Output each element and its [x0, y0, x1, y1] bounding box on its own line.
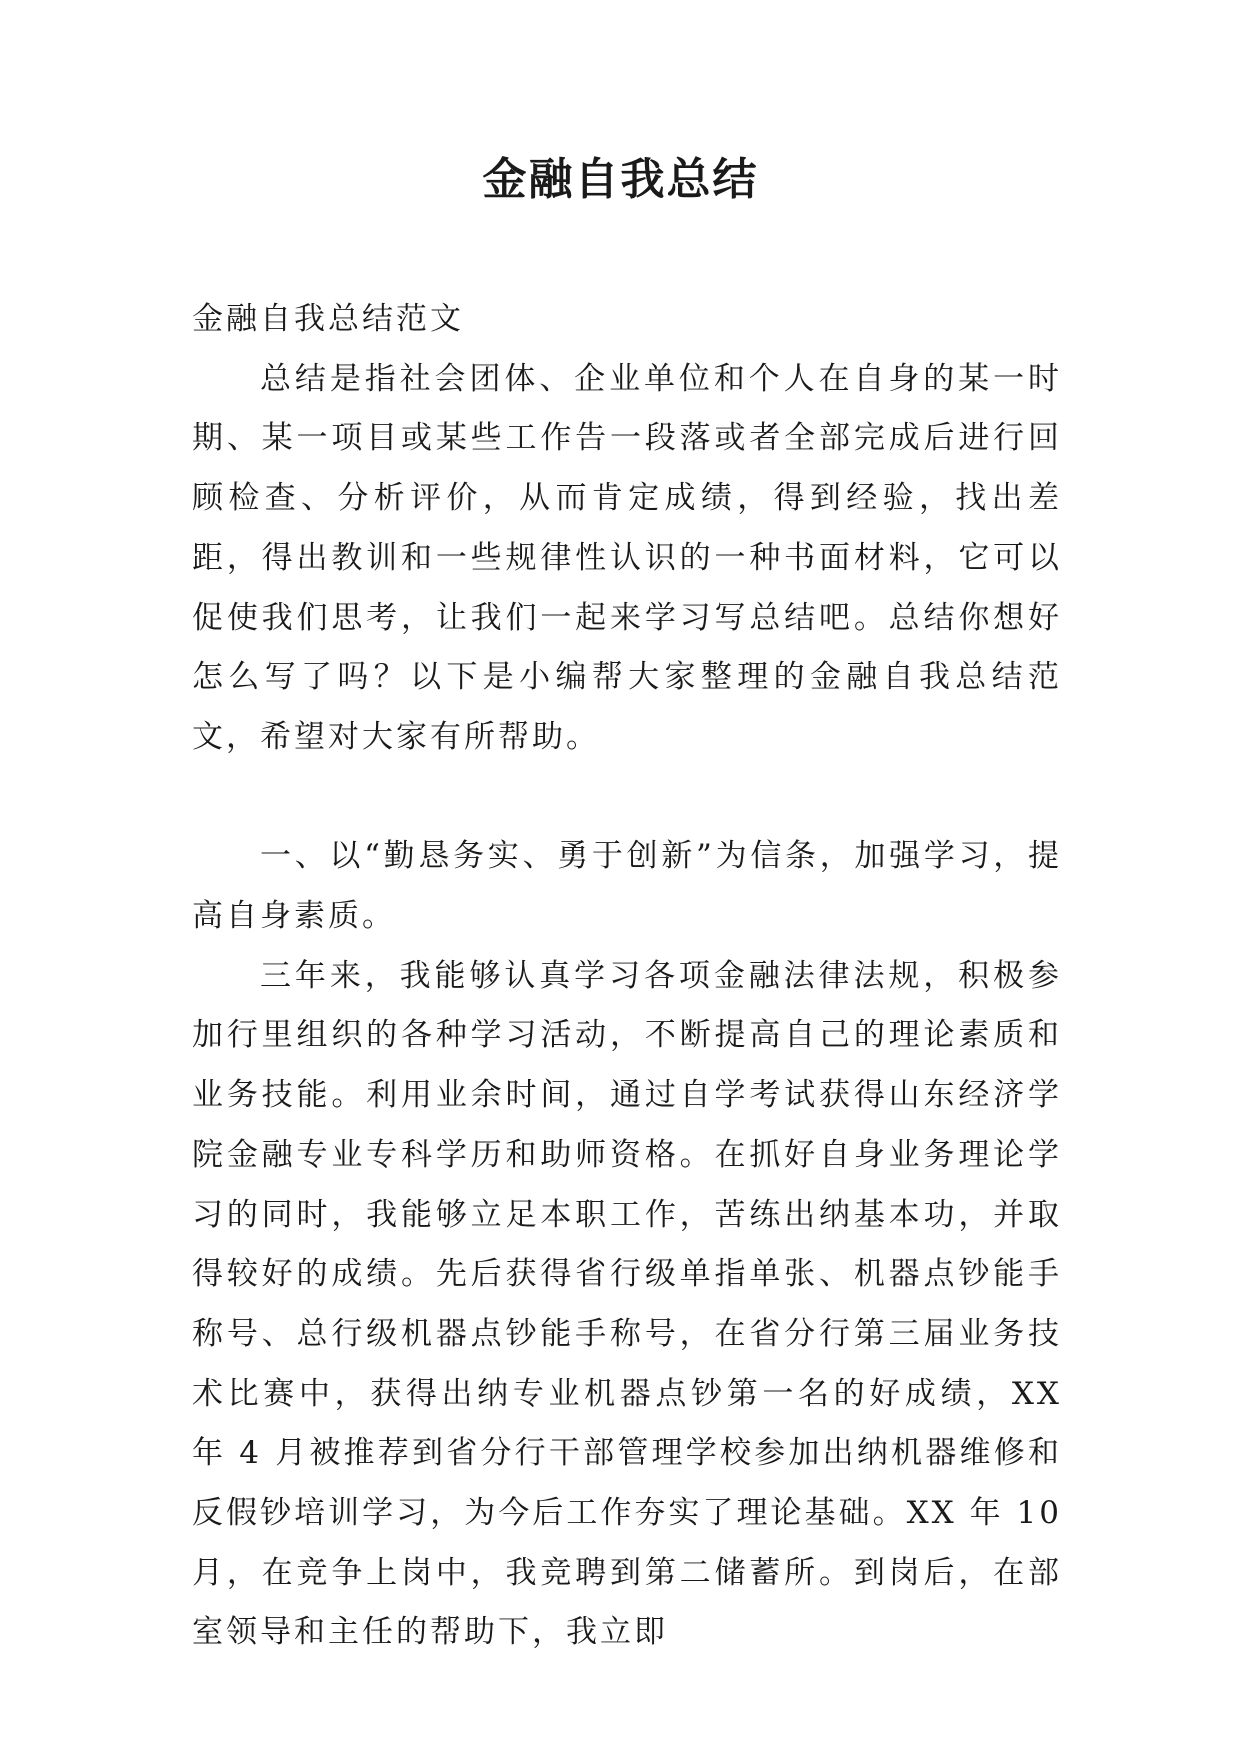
document-subtitle: 金融自我总结范文 — [192, 301, 464, 337]
document-body — [192, 290, 1062, 1663]
paragraph-section-1: 三年来，我能够认真学习各项金融法律法规，积极参加行里组织的各种学习活动，不断提高自己的理论素质和业务技能。利用业余时间，通过自学考试获得山东经济学院金融专业专科学历和助师资格。在抓好自身业务理论学习的同时，我能够立足本职工作，苦练出纳基本功，并取得较好的成绩。先后获得省行级单指单张、机器点钞能手称号、总行级机器点钞能手称号，在省分行第三届业务技术比赛中，获得出纳专业机器点钞第一名的好成绩，XX 年 4 月被推荐到省分行干部管理学校参加出纳机器维修和反假钞培训学习，为今后工作夯实了理论基础。XX 年 10 月，在竞争上岗中，我竞聘到第二储蓄所。到岗后，在部室领导和主任的帮助下，我立即 — [192, 957, 1062, 1651]
document-title: 金融自我总结 — [482, 154, 759, 205]
section-heading-1: 一、以“勤恳务实、勇于创新”为信条，加强学习，提高自身素质。 — [192, 838, 1062, 935]
paragraph-intro: 总结是指社会团体、企业单位和个人在自身的某一时期、某一项目或某些工作告一段落或者全部完成后进行回顾检查、分析评价，从而肯定成绩，得到经验，找出差距，得出教训和一些规律性认识的一种书面材料，它可以促使我们思考，让我们一起来学习写总结吧。总结你想好怎么写了吗？以下是小编帮大家整理的金融自我总结范文，希望对大家有所帮助。 — [192, 360, 1062, 755]
